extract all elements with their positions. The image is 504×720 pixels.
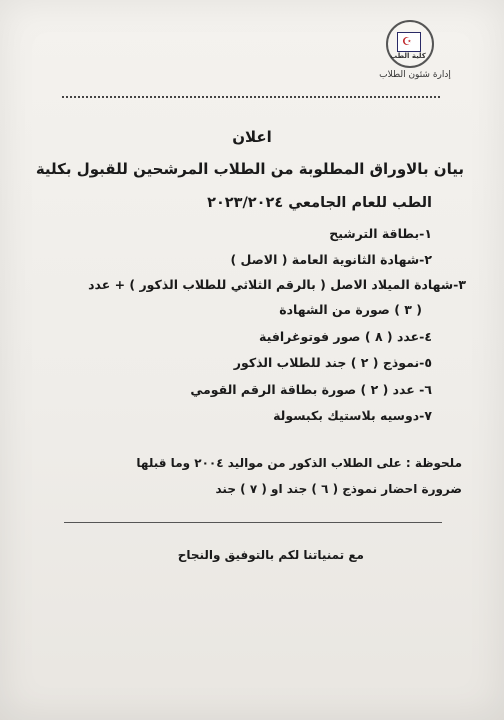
announcement-title: اعلان: [232, 128, 272, 146]
logo-emblem: [397, 32, 421, 52]
list-item: ٢-شهادة الثانوية العامة ( الاصل ): [230, 252, 432, 267]
list-item: ٣-شهادة الميلاد الاصل ( بالرقم الثلاثي للطلاب الذكور ) + عدد: [88, 277, 466, 292]
logo-caption: كلية الطب: [390, 52, 426, 60]
list-item: ٧-دوسيه بلاستيك بكبسولة: [273, 408, 432, 423]
subtitle-line-1: بيان بالاوراق المطلوبة من الطلاب المرشحين للقبول بكلية: [35, 160, 464, 178]
list-item: ٤-عدد ( ٨ ) صور فوتوغرافية: [259, 329, 432, 344]
list-item: ( ٣ ) صورة من الشهادة: [279, 302, 422, 317]
closing-message: مع تمنياتنا لكم بالتوفيق والنجاح: [177, 548, 364, 562]
list-item: ١-بطاقة الترشيح: [329, 226, 432, 241]
note-line-2: ضرورة احضار نموذج ( ٦ ) جند او ( ٧ ) جند: [215, 482, 462, 496]
note-line-1: ملحوظة : على الطلاب الذكور من مواليد ٢٠٠٤ وما قبلها: [136, 456, 462, 470]
dotted-divider: [62, 96, 440, 98]
list-item: ٥-نموذج ( ٢ ) جند للطلاب الذكور: [233, 355, 432, 370]
subtitle-line-2: الطب للعام الجامعي ٢٠٢٣/٢٠٢٤: [207, 195, 432, 211]
university-logo-icon: [386, 20, 434, 68]
crescent-icon: ☪: [402, 35, 412, 48]
solid-divider: [64, 522, 442, 523]
department-name: إدارة شئون الطلاب: [379, 70, 451, 80]
list-item: ٦- عدد ( ٢ ) صورة بطاقة الرقم القومي: [190, 382, 432, 397]
